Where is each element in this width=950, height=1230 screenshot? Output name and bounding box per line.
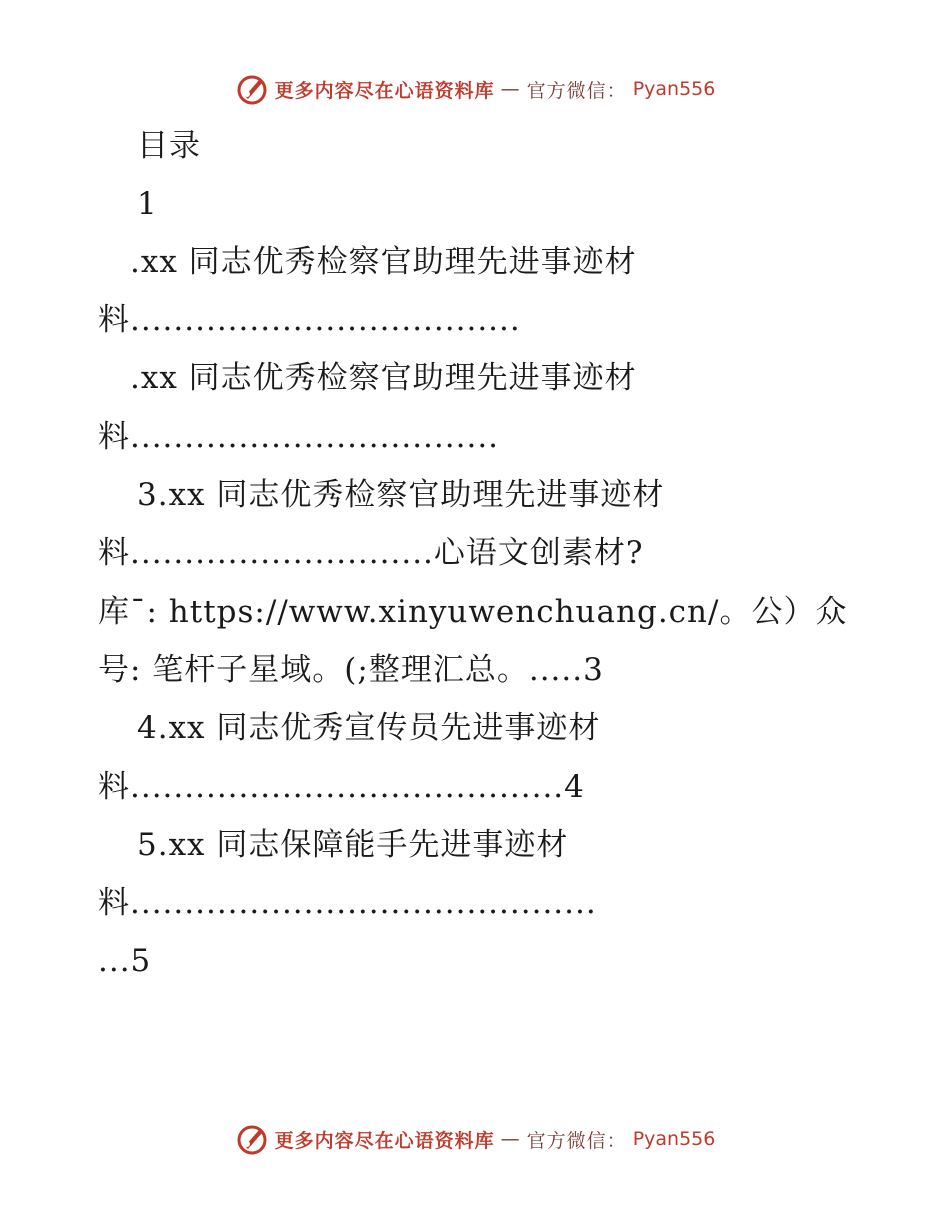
toc-line: 料........................................... <box>98 885 597 921</box>
toc-line: 料............................心语文创素材? <box>98 535 644 571</box>
watermark-wechat-id: Pyan556 <box>632 78 716 100</box>
toc-line: 料........................................4 <box>98 769 585 805</box>
toc-line: 库¯: https://www.xinyuwenchuang.cn/。公）众 <box>98 594 848 630</box>
toc-line: 4.xx 同志优秀宣传员先进事迹材 <box>137 710 601 746</box>
toc-line: .xx 同志优秀检察官助理先进事迹材 <box>130 360 637 396</box>
toc-line: 3.xx 同志优秀检察官助理先进事迹材 <box>137 477 665 513</box>
toc-line: 5.xx 同志保障能手先进事迹材 <box>137 827 569 863</box>
watermark-dash: — <box>500 1128 521 1150</box>
watermark-dash: — <box>500 78 521 100</box>
toc-line: 号: 笔杆子星域。(;整理汇总。.....3 <box>98 652 604 688</box>
header-watermark <box>0 72 950 106</box>
quill-logo-icon <box>235 72 269 106</box>
toc-line: ...5 <box>98 943 152 979</box>
watermark-wechat-id: Pyan556 <box>632 1128 716 1150</box>
toc-title: 目录 <box>137 128 201 164</box>
watermark-main-text: 更多内容尽在心语资料库 <box>274 79 495 102</box>
watermark-sub-text: 官方微信： <box>526 79 627 102</box>
toc-line: .xx 同志优秀检察官助理先进事迹材 <box>130 244 637 280</box>
quill-logo-icon <box>235 1122 269 1156</box>
toc-line: 料.................................. <box>98 419 500 455</box>
toc-line: 1 <box>137 186 158 222</box>
watermark-main-text: 更多内容尽在心语资料库 <box>274 1129 495 1152</box>
watermark-sub-text: 官方微信： <box>526 1129 627 1152</box>
footer-watermark <box>0 1122 950 1156</box>
toc-line: 料.................................... <box>98 302 521 338</box>
